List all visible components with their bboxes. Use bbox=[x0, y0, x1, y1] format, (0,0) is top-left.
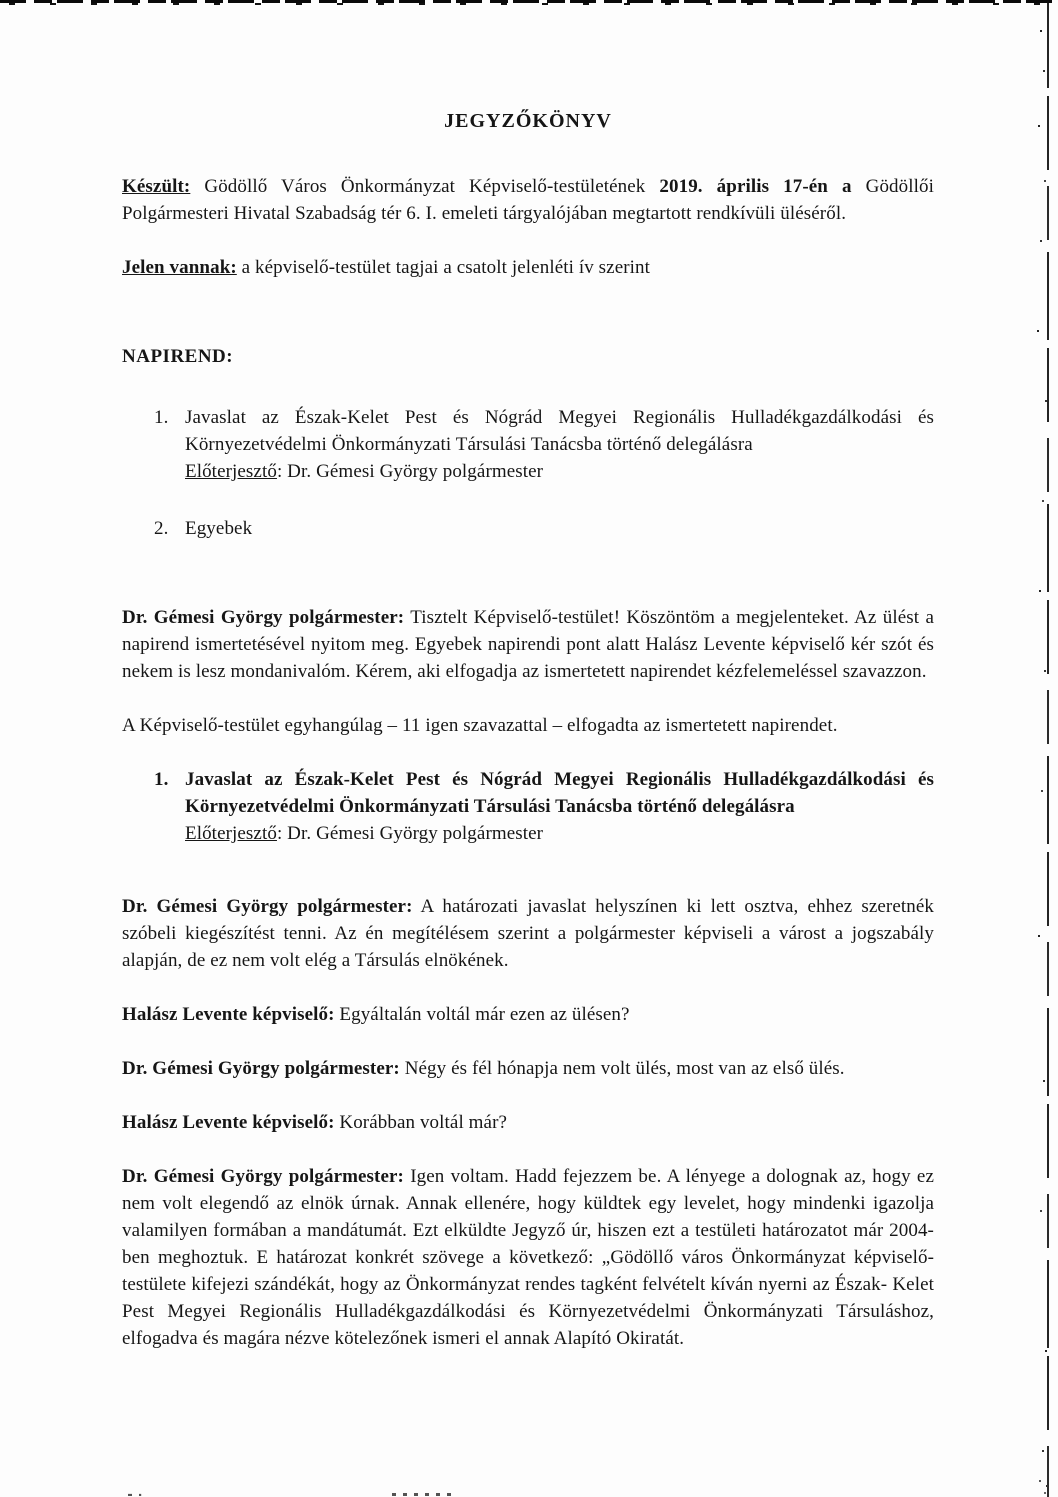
agenda-item-2-title: Egyebek bbox=[185, 518, 253, 539]
speaker-name: Dr. Gémesi György polgármester: bbox=[122, 1166, 404, 1187]
speech-text: Négy és fél hónapja nem volt ülés, most van az első ülés. bbox=[404, 1058, 845, 1079]
agenda-item-1-submitter-label: Előterjesztő bbox=[185, 461, 277, 482]
speech-text: Igen voltam. Hadd fejezzem be. A lényege a dolognak az, hogy ez nem volt elegendő az elnök úrnak. Annak ellenére, hogy küldtek egy levelet, hogy mindenki igazolja valamilyen formában a mandátumát. Ezt elküldte Jegyző úr, hiszen ezt a testületi határozatot már 2004-ben meghoztuk. E határozat konkrét szövege a következő: „Gödöllő város Önkormányzat képviselő-testülete kifejezi szándékát, hogy az Önkormányzat rendes tagként felvételt kíván nyerni az Észak- Kelet Pest Megyei Regionális Hulladékgazdálkodási és Környezetvédelmi Önkormányzati Társuláshoz, elfogadva és magára nézve kötelezőnek ismeri el annak Alapító Okiratát. bbox=[122, 1166, 934, 1349]
speech-text: A határozati javaslat helyszínen ki lett osztva, ehhez szeretnék szóbeli kiegészítést tenni. Az én megítélésem szerint a polgármester képviseli a várost a jogszabály alapján, de ez nem volt elég a Társulás elnökének. bbox=[122, 896, 934, 971]
speaker-name: Dr. Gémesi György polgármester: bbox=[122, 1058, 400, 1079]
document-body bbox=[122, 108, 934, 1379]
agenda-item-1-submitter: : Dr. Gémesi György polgármester bbox=[276, 461, 544, 482]
agenda-item-1-title: Javaslat az Észak-Kelet Pest és Nógrád Megyei Regionális Hulladékgazdálkodási és Környezetvédelmi Önkormányzati Társulási Tanácsba történő delegálásra bbox=[185, 407, 934, 455]
agenda-point-number: 1. bbox=[154, 769, 169, 790]
agenda-point-submitter: : Dr. Gémesi György polgármester bbox=[276, 823, 544, 844]
speaker-name: Dr. Gémesi György polgármester: bbox=[122, 896, 413, 917]
jelen-vannak-label: Jelen vannak: bbox=[122, 257, 237, 278]
speech-text: Tisztelt Képviselő-testület! Köszöntöm a megjelenteket. Az ülést a napirend ismertetésével nyitom meg. Egyebek napirendi pont alatt Halász Levente képviselő kér szót és nekem is lesz mondanivalóm. Kérem, aki elfogadja az ismertetett napirendet kézfelemeléssel szavazzon. bbox=[122, 607, 934, 682]
speaker-name: Dr. Gémesi György polgármester: bbox=[122, 607, 405, 628]
scan-artifact-top-edge bbox=[0, 0, 1058, 5]
paragraph-keszult bbox=[122, 173, 934, 227]
keszult-text-a: Gödöllő Város Önkormányzat Képviselő-testületének bbox=[204, 176, 646, 197]
agenda-item-2 bbox=[154, 515, 934, 542]
agenda-point-title: Javaslat az Észak-Kelet Pest és Nógrád Megyei Regionális Hulladékgazdálkodási és Környezetvédelmi Önkormányzati Társulási Tanácsba történő delegálásra bbox=[185, 769, 934, 817]
speech-text: Korábban voltál már? bbox=[339, 1112, 508, 1133]
vote-result-line: A Képviselő-testület egyhangúlag – 11 igen szavazattal – elfogadta az ismertetett napirendet. bbox=[122, 715, 838, 736]
speech-halasz-question-1 bbox=[122, 1001, 934, 1028]
agenda-item-2-number: 2. bbox=[154, 518, 169, 539]
speech-gemesi-proposal bbox=[122, 893, 934, 974]
paragraph-jelen-vannak bbox=[122, 254, 934, 281]
document-title: JEGYZŐKÖNYV bbox=[444, 110, 612, 132]
agenda-point-submitter-label: Előterjesztő bbox=[185, 823, 277, 844]
scan-artifact-bottom-edge bbox=[128, 1493, 458, 1496]
keszult-label: Készült: bbox=[122, 176, 191, 197]
speech-gemesi-closing bbox=[122, 1163, 934, 1352]
speech-halasz-question-2 bbox=[122, 1109, 934, 1136]
jelen-vannak-text: a képviselő-testület tagjai a csatolt jelenléti ív szerint bbox=[241, 257, 651, 278]
agenda-item-1-number: 1. bbox=[154, 407, 169, 428]
speech-text: Egyáltalán voltál már ezen az ülésen? bbox=[339, 1004, 630, 1025]
scan-artifact-right-edge-line bbox=[1047, 0, 1049, 1497]
agenda-point-body bbox=[185, 766, 934, 847]
agenda-point-1-heading bbox=[154, 766, 934, 847]
agenda-item-1 bbox=[154, 404, 934, 485]
keszult-date: 2019. április 17-én a bbox=[659, 176, 852, 197]
speaker-name: Halász Levente képviselő: bbox=[122, 1112, 335, 1133]
napirend-heading: NAPIREND: bbox=[122, 346, 234, 367]
scan-artifact-speckles bbox=[1040, 30, 1042, 32]
keszult-text-b: Gödöllői Polgármesteri Hivatal Szabadság tér 6. I. emeleti tárgyalójában megtartott rendkívüli üléséről. bbox=[122, 176, 934, 224]
speech-gemesi-opening bbox=[122, 604, 934, 685]
agenda-item-1-body bbox=[185, 404, 934, 485]
speaker-name: Halász Levente képviselő: bbox=[122, 1004, 335, 1025]
speech-gemesi-answer-1 bbox=[122, 1055, 934, 1082]
